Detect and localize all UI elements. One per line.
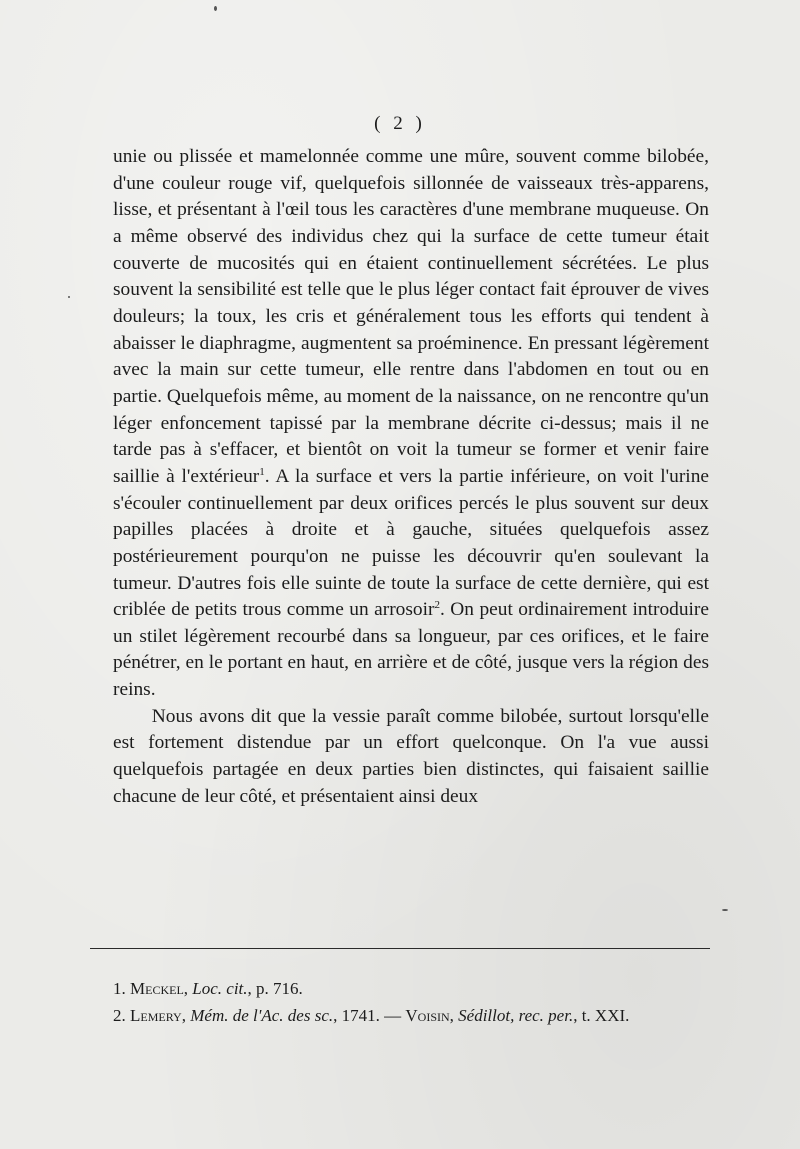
footnote-2-rest-2: , t. XXI. [573,1006,630,1025]
footnote-divider [90,948,710,949]
paragraph-1-part-a: unie ou plissée et mamelonnée comme une mûre, souvent comme bilobée, d'une couleur rouge vif, quelquefois sillonnée de vaisseaux très-apparens, lisse, et présentant à l'œil tous les caractères d'une membrane muqueuse. On a même observé des individus chez qui la surface de cette tumeur était couverte de mucosités qui en étaient continuellement sécrétées. Le plus souvent la sensibilité est telle que le plus léger contact fait éprouver de vives douleurs; la toux, les cris et généralement tous les efforts qui tendent à abaisser le diaphragme, augmentent sa proéminence. En pressant légèrement avec la main sur cette tumeur, elle rentre dans l'abdomen en tout ou en partie. Quelquefois même, au moment de la naissance, on ne rencontre qu'un léger enfoncement tapissé par la membrane décrite ci-dessus; mais il ne tarde pas à s'effacer, et bientôt on voit la tumeur se former et venir faire saillie à l'extérieur [113,146,709,487]
paper-speck [68,296,70,298]
body-text [113,144,709,810]
footnote-1-number: 1. [113,979,126,998]
footnote-2-rest: , 1741. — [333,1006,406,1025]
paragraph-1-part-c: . On peut ordinairement introduire un stilet légèrement recourbé dans sa longueur, par ces orifices, et le faire pénétrer, en le portant en haut, en arrière et de côté, jusque vers la région des reins. [113,599,709,701]
footnote-1-work: Loc. cit. [192,979,248,998]
paper-speck [722,909,728,911]
footnote-ref-1[interactable]: 1 [259,465,265,478]
footnote-1 [113,975,733,1002]
paragraph-2: Nous avons dit que la vessie paraît comme bilobée, surtout lorsqu'elle est fortement distendue par un effort quelconque. On l'a vue aussi quelquefois partagée en deux parties bien distinctes, qui faisaient saillie chacune de leur côté, et présentaient ainsi deux [113,705,709,807]
footnote-2 [113,1002,733,1029]
footnote-2-sep: , [181,1006,191,1025]
paper-speck [214,6,217,11]
footnote-ref-2[interactable]: 2 [434,599,440,612]
footnote-1-sep: , [183,979,193,998]
footnote-1-rest: , p. 716. [247,979,303,998]
paragraph-1-part-b: . A la surface et vers la partie inférieure, on voit l'urine s'écouler continuellement par deux orifices percés le plus souvent sur deux papilles placées à droite et à gauche, situées quelquefois assez postérieurement pourqu'on ne puisse les découvrir qu'en soulevant la tumeur. D'autres fois elle suinte de toute la surface de cette dernière, qui est criblée de petits trous comme un arrosoir [113,465,709,621]
footnote-2-work: Mém. de l'Ac. des sc. [190,1006,334,1025]
page-number: ( 2 ) [374,113,426,134]
footnote-1-author: Meckel [130,979,184,998]
footnote-2-number: 2. [113,1006,126,1025]
footnote-2-author-2: Voisin [405,1006,450,1025]
footnote-2-sep-2: , [449,1006,459,1025]
footnote-2-author: Lemery [130,1006,182,1025]
paragraph-1 [113,144,709,704]
footnote-2-work-2: Sédillot, rec. per. [458,1006,574,1025]
footnotes [113,975,733,1029]
